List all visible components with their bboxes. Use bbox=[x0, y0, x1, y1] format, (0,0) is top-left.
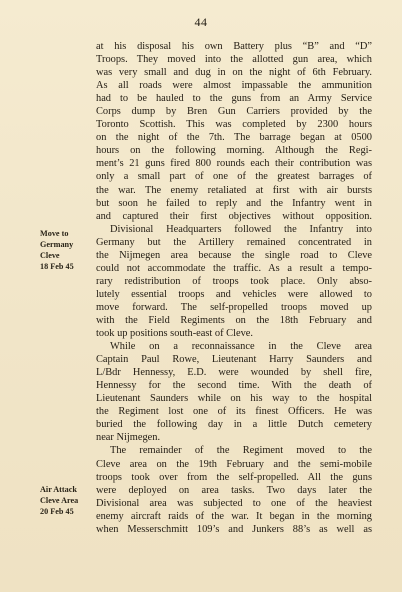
paragraph bbox=[96, 340, 372, 444]
text-line: Divisional Headquarters followed the Infantry into bbox=[110, 223, 372, 235]
text-line: move forward. The self-propelled troops moved up bbox=[96, 301, 372, 313]
text-line: The remainder of the Regiment moved to the bbox=[110, 445, 372, 457]
paragraph bbox=[96, 40, 372, 223]
body-text bbox=[96, 40, 372, 536]
text-line: near Nijmegen. bbox=[96, 432, 161, 444]
text-line: was very small and dug in on the night of 6th February. bbox=[96, 67, 372, 79]
text-line: Divisional area was subjected to one of the heaviest bbox=[96, 497, 372, 509]
text-line: but soon he failed to reply and the Infantry went in bbox=[96, 197, 372, 209]
text-line: Lieutenant Saunders while on his way to the hospital bbox=[96, 393, 372, 405]
margin-note-air-attack bbox=[40, 484, 102, 517]
text-line: enemy aircraft raids of the war. It began in the morning bbox=[96, 510, 372, 522]
text-line: on the night of the 7th. The barrage began at 0500 bbox=[96, 132, 372, 144]
margin-note-line: 20 Feb 45 bbox=[40, 507, 74, 516]
paragraph bbox=[96, 223, 372, 340]
text-line: Captain Paul Rowe, Lieutenant Harry Saunders and bbox=[96, 354, 372, 366]
text-line: had to be hauled to the guns from an Army Service bbox=[96, 93, 372, 105]
text-line: could not accommodate the traffic. As a result a tempo- bbox=[96, 262, 372, 274]
text-line: Germany but the Artillery remained concentrated in bbox=[96, 236, 372, 248]
text-line: As all roads were almost impassable the ammunition bbox=[96, 80, 372, 92]
text-line: Corps dump by Bren Gun Carriers provided by the bbox=[96, 106, 372, 118]
text-line: While on a reconnaissance in the Cleve area bbox=[110, 341, 372, 353]
margin-note-line: Cleve Area bbox=[40, 496, 79, 505]
text-line: when Messerschmitt 109’s and Junkers 88’s as well as bbox=[96, 523, 372, 535]
text-line: hours on the following morning. Although the Regi- bbox=[96, 145, 372, 157]
margin-note-move-to-germany bbox=[40, 228, 102, 272]
text-line: rary redistribution of troops took place. Only abso- bbox=[96, 275, 372, 287]
text-line: Troops. They moved into the allotted gun area, which bbox=[96, 54, 372, 66]
text-line: with the Field Regiments on the 18th February and bbox=[96, 314, 372, 326]
text-line: Toronto Scottish. This was completed by 2300 hours bbox=[96, 119, 372, 131]
page-number: 44 bbox=[194, 15, 208, 29]
margin-note-line: Germany bbox=[40, 240, 74, 249]
text-line: at his disposal his own Battery plus “B” and “D” bbox=[96, 41, 372, 52]
text-line: the Regiment lost one of its finest Officers. He was bbox=[96, 406, 372, 418]
text-line: ment’s 21 guns fired 800 rounds each their contribution was bbox=[96, 158, 372, 170]
text-line: only a small part of one of the greatest barrages of bbox=[96, 171, 372, 183]
margin-note-line: Cleve bbox=[40, 251, 60, 260]
text-line: lutely essential troops and vehicles were allowed to bbox=[96, 288, 372, 300]
text-line: Cleve area on the 19th February and the semi-mobile bbox=[96, 458, 372, 470]
margin-note-line: 18 Feb 45 bbox=[40, 262, 74, 271]
text-line: troops took over from the self-propelled. All the guns bbox=[96, 471, 372, 483]
margin-note-line: Move to bbox=[40, 229, 69, 238]
text-line: the Nijmegen area because the single road to Cleve bbox=[96, 249, 372, 261]
text-line: buried the following day in a little Dutch cemetery bbox=[96, 419, 372, 431]
text-line: and captured their first objectives without opposition. bbox=[96, 210, 372, 222]
text-line: L/Bdr Hennessy, E.D. were wounded by shell fire, bbox=[96, 367, 372, 379]
text-line: were deployed on area tasks. Two days later the bbox=[96, 484, 372, 496]
margin-note-line: Air Attack bbox=[40, 485, 77, 494]
paragraph bbox=[96, 444, 372, 535]
text-line: took up positions south-east of Cleve. bbox=[96, 328, 254, 340]
text-line: the war. The enemy retaliated at first with air bursts bbox=[96, 184, 372, 196]
text-line: Hennessy for the second time. With the death of bbox=[96, 380, 372, 392]
